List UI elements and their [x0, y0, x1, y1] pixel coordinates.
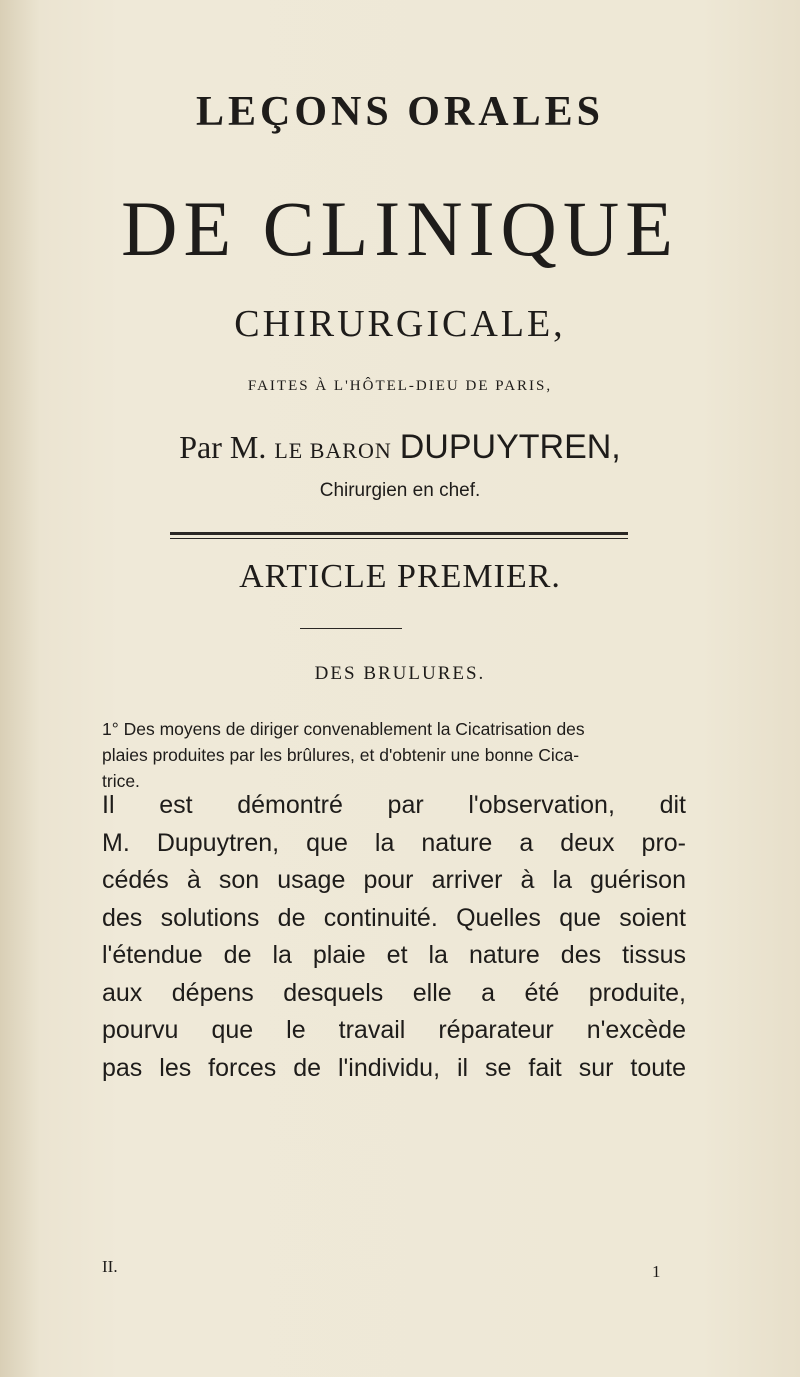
- author-role: Chirurgien en chef.: [319, 480, 481, 501]
- summary-paragraph: [102, 716, 684, 794]
- subtitle: FAITES À L'HÔTEL-DIEU DE PARIS,: [247, 378, 553, 394]
- body-paragraph: [102, 787, 686, 1087]
- summary-line: plaies produites par les brûlures, et d'obtenir une bonne Cica-: [102, 745, 580, 765]
- section-heading: DES BRULURES.: [314, 663, 486, 684]
- title-line-1: LEÇONS ORALES: [196, 89, 604, 135]
- divider-thin: [170, 538, 628, 539]
- summary-line: trice.: [102, 771, 140, 791]
- author-line: [0, 428, 800, 467]
- body-line: aux dépens desquels elle a été produite,: [102, 978, 686, 1007]
- body-line: pas les forces de l'individu, il se fait sur toute: [102, 1053, 686, 1082]
- body-line: cédés à son usage pour arriver à la guérison: [102, 866, 686, 894]
- signature-mark: II.: [102, 1257, 118, 1276]
- article-heading: ARTICLE PREMIER.: [239, 558, 561, 595]
- body-line: Il est démontré par l'observation, dit: [102, 791, 686, 819]
- title-line-3: CHIRURGICALE,: [234, 303, 566, 345]
- divider-short: [300, 628, 402, 629]
- body-line: des solutions de continuité. Quelles que soient: [102, 903, 686, 932]
- author-name: DUPUYTREN,: [399, 428, 621, 466]
- author-prefix: Par M.: [179, 429, 267, 465]
- title-line-2: DE CLINIQUE: [121, 185, 679, 272]
- body-line: pourvu que le travail réparateur n'excède: [102, 1016, 686, 1044]
- divider-thick: [170, 532, 628, 535]
- page-number: 1: [652, 1262, 661, 1281]
- author-title: LE BARON: [274, 438, 392, 463]
- body-line: M. Dupuytren, que la nature a deux pro-: [102, 828, 686, 857]
- summary-line: 1° Des moyens de diriger convenablement la Cicatrisation des: [102, 719, 585, 739]
- body-line: l'étendue de la plaie et la nature des tissus: [102, 941, 686, 969]
